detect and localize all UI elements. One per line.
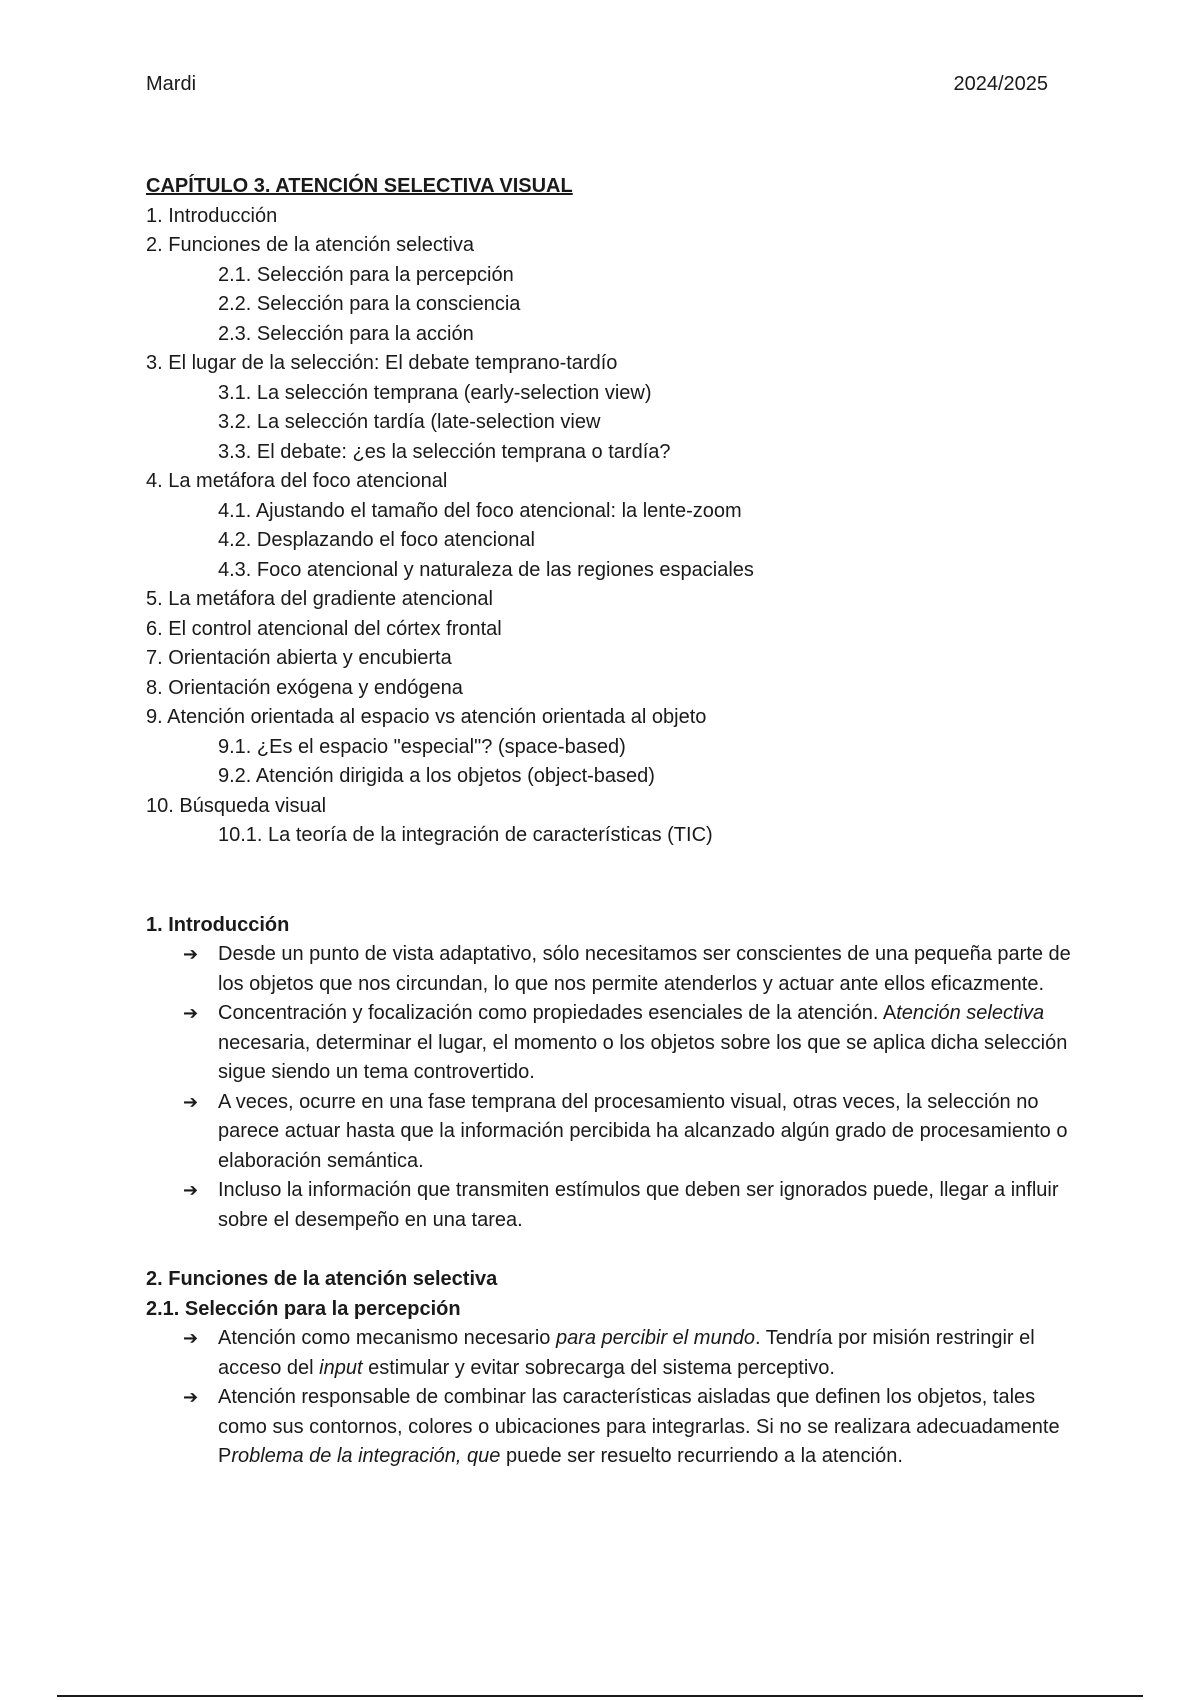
header-year: 2024/2025 [953,73,1048,95]
bullet-item [146,1088,1076,1177]
toc-subitem: 3.2. La selección tardía (late-selection view [218,411,601,433]
toc-subitem: 2.1. Selección para la percepción [218,263,514,286]
bullet-text: Concentración y focalización como propiedades esenciales de la atención. A [218,1002,897,1024]
bullet-emphasis: input [319,1356,363,1379]
toc-subitem: 10.1. La teoría de la integración de características (TIC) [218,824,713,846]
subsection-heading: 2.1. Selección para la percepción [146,1297,461,1320]
arrow-icon: ➔ [183,944,199,964]
bullet-emphasis: tención selectiva [896,1002,1045,1024]
bullet-emphasis: para percibir el mundo [555,1327,755,1349]
bullet-list [146,940,1076,1235]
toc-item: 2. Funciones de la atención selectiva [146,234,474,256]
toc-item: 9. Atención orientada al espacio vs atención orientada al objeto [146,706,707,728]
header-name: Mardi [146,73,197,95]
bullet-text: Atención como mecanismo necesario [218,1327,556,1349]
bullet-text: estimular y evitar sobrecarga del sistema perceptivo. [362,1356,835,1379]
bullet-item [146,1324,1076,1383]
section-heading: 2. Funciones de la atención selectiva [146,1268,498,1290]
toc-item: 3. El lugar de la selección: El debate temprano-tardío [146,352,618,374]
bullet-text: Desde un punto de vista adaptativo, sólo necesitamos ser conscientes de una pequeña parte de los objetos que nos circundan, lo que nos permite atenderlos y actuar ante ellos eficazmente. [218,943,1071,995]
bullet-text: puede ser resuelto recurriendo a la atención. [500,1445,903,1467]
bullet-text: Atención responsable de combinar las características aisladas que definen los objetos, tales como sus contornos, colores o ubicaciones para integrarlas. Si no se realizara adecuadamente P [218,1386,1060,1467]
bullet-item [146,1176,1076,1235]
section-funciones [146,1265,1076,1472]
section-introduccion [146,911,1076,1236]
bullet-emphasis: roblema de la integración, que [231,1445,501,1467]
toc-item: 7. Orientación abierta y encubierta [146,647,452,669]
arrow-icon: ➔ [183,1091,199,1112]
bullet-item [146,1383,1076,1472]
bullet-item [146,999,1076,1088]
toc-item: 6. El control atencional del córtex frontal [146,617,502,640]
arrow-icon: ➔ [183,1003,199,1023]
section-heading: 1. Introducción [146,913,290,936]
toc-subitem: 9.2. Atención dirigida a los objetos (object-based) [218,765,655,787]
arrow-icon: ➔ [183,1387,199,1407]
table-of-contents [146,202,1076,851]
bullet-text: A veces, ocurre en una fase temprana del procesamiento visual, otras veces, la selección no parece actuar hasta que la información percibida ha alcanzado algún grado de procesamiento o elaboración semántica. [218,1090,1068,1172]
toc-subitem: 4.2. Desplazando el foco atencional [218,529,535,551]
page-header [146,73,1048,99]
bullet-text: . Tendría por misión restringir el acceso del [218,1327,1035,1379]
toc-subitem: 2.3. Selección para la acción [218,322,474,345]
toc-item: 1. Introducción [146,204,278,227]
arrow-icon: ➔ [183,1328,199,1348]
chapter-title: CAPÍTULO 3. ATENCIÓN SELECTIVA VISUAL [146,175,573,197]
toc-subitem: 2.2. Selección para la consciencia [218,293,521,315]
toc-subitem: 4.3. Foco atencional y naturaleza de las regiones espaciales [218,558,754,581]
toc-subitem: 4.1. Ajustando el tamaño del foco atencional: la lente-zoom [218,499,742,522]
toc-item: 4. La metáfora del foco atencional [146,470,448,492]
toc-subitem: 3.3. El debate: ¿es la selección temprana o tardía? [218,440,671,463]
bullet-item [146,940,1076,999]
document-body [146,172,1076,1472]
toc-item: 10. Búsqueda visual [146,794,327,817]
footer-divider [57,1695,1143,1697]
arrow-icon: ➔ [183,1180,199,1200]
toc-item: 8. Orientación exógena y endógena [146,676,463,699]
bullet-list [146,1324,1076,1472]
toc-subitem: 3.1. La selección temprana (early-selection view) [218,381,652,404]
bullet-text: Incluso la información que transmiten estímulos que deben ser ignorados puede, llegar a influir sobre el desempeño en una tarea. [218,1179,1059,1231]
toc-subitem: 9.1. ¿Es el espacio "especial"? (space-based) [218,735,626,758]
toc-item: 5. La metáfora del gradiente atencional [146,588,493,610]
bullet-text: necesaria, determinar el lugar, el momento o los objetos sobre los que se aplica dicha selección sigue siendo un tema controvertido. [218,1031,1068,1083]
